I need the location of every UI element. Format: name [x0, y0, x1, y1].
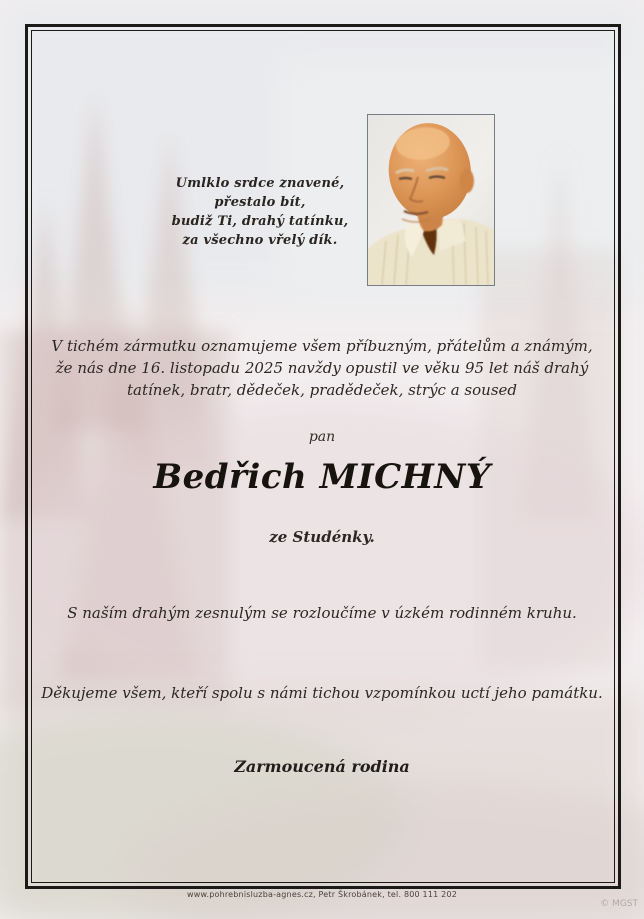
elderly-man-portrait-icon — [368, 115, 494, 285]
residence-line: ze Studénky. — [269, 528, 375, 546]
announcement-line: že nás dne 16. listopadu 2025 navždy opustil ve věku 95 let náš drahý — [55, 359, 589, 377]
farewell-line-1: S naším drahým zesnulým se rozloučíme v úzkém rodinném kruhu. — [67, 604, 577, 622]
announcement-text — [30, 335, 614, 401]
announcement-line: tatínek, bratr, dědeček, pradědeček, strýc a soused — [126, 381, 517, 399]
verse-line: Umlklo srdce znavené, — [175, 176, 345, 191]
deceased-name: Bedřich MICHNÝ — [153, 457, 491, 497]
portrait-photo — [367, 114, 495, 286]
announcement-line: V tichém zármutku oznamujeme všem příbuzným, přátelům a známým, — [51, 337, 593, 355]
copyright-watermark: © MGST — [600, 899, 638, 909]
verse-line: budiž Ti, drahý tatínku, — [171, 214, 349, 229]
footer-contact: www.pohrebnisluzba-agnes.cz, Petr Škrobánek, tel. 800 111 202 — [186, 890, 458, 899]
farewell-line-2: Děkujeme všem, kteří spolu s námi tichou vzpomínkou uctí jeho památku. — [41, 684, 603, 702]
signature-line: Zarmoucená rodina — [234, 757, 410, 776]
verse-line: přestalo bít, — [214, 195, 306, 210]
salutation: pan — [308, 429, 336, 445]
memorial-verse — [110, 174, 410, 250]
verse-line: za všechno vřelý dík. — [182, 233, 338, 248]
